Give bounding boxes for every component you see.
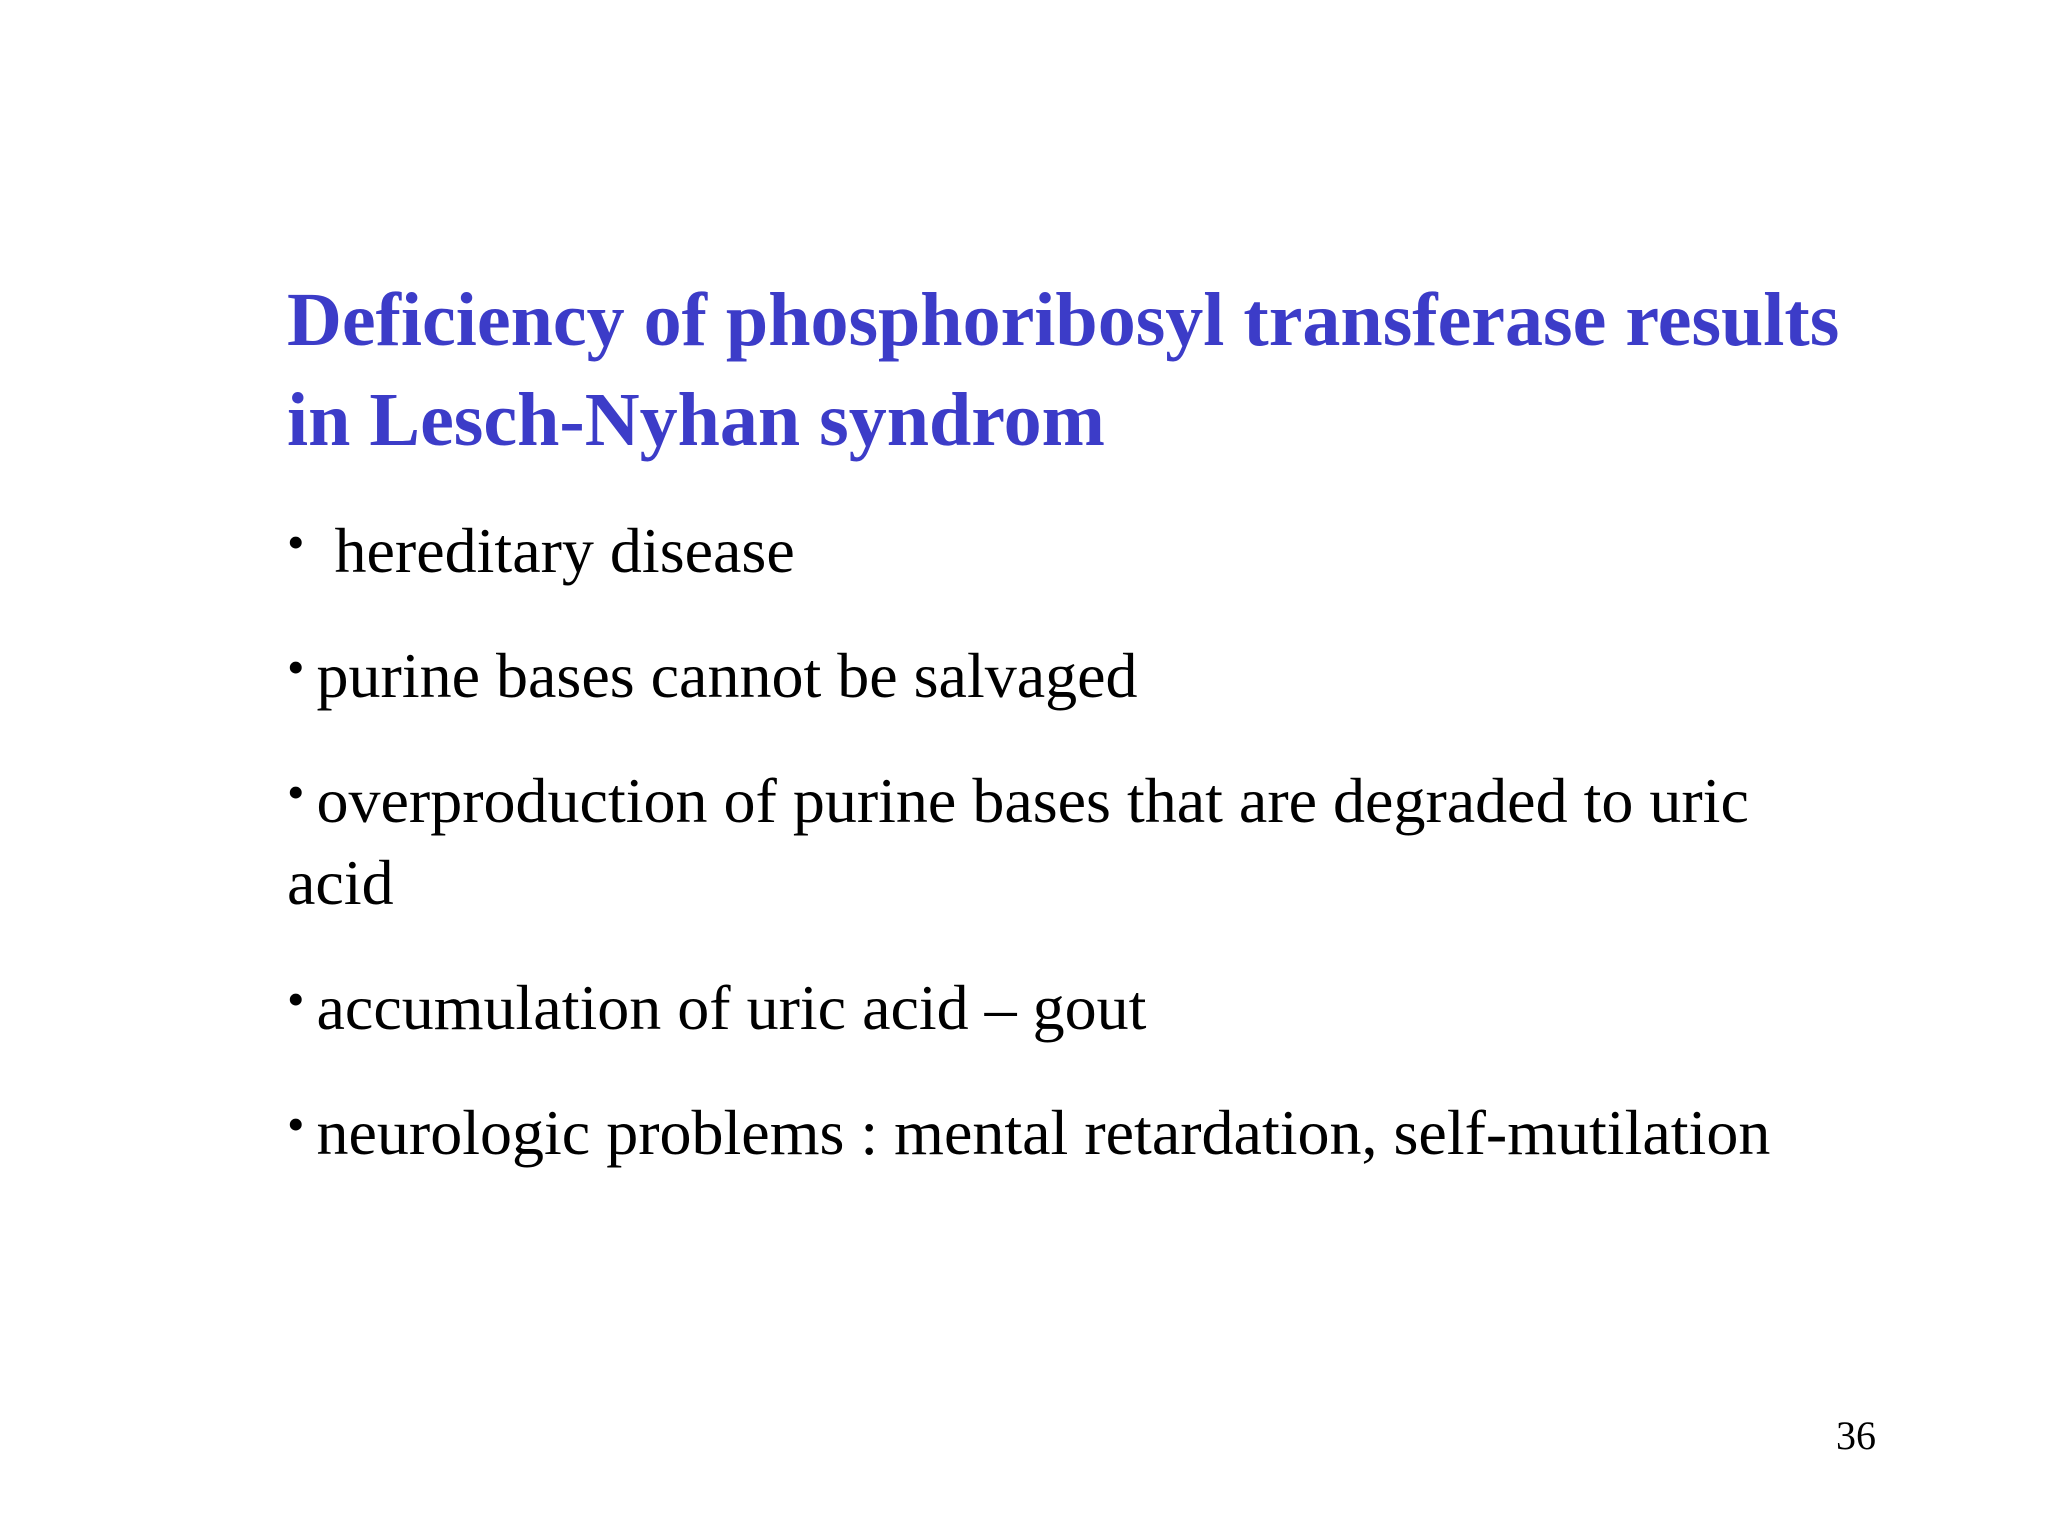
- bullet-text: hereditary disease: [334, 515, 795, 586]
- bullet-text: purine bases cannot be salvaged: [316, 640, 1138, 711]
- bullet-text: neurologic problems : mental retardation, self-mutilation: [316, 1097, 1771, 1168]
- bullet-text: accumulation of uric acid – gout: [316, 972, 1147, 1043]
- bullet-marker: •: [287, 514, 305, 570]
- bullet-item: [287, 510, 1787, 592]
- bullet-list: [287, 510, 1787, 1217]
- bullet-item: [287, 967, 1787, 1049]
- bullet-text: overproduction of purine bases that are degraded to uric acid: [287, 765, 1749, 918]
- bullet-item: [287, 635, 1787, 717]
- bullet-marker: •: [287, 764, 305, 820]
- bullet-marker: •: [287, 639, 305, 695]
- bullet-item: [287, 1092, 1787, 1174]
- bullet-item: [287, 760, 1787, 924]
- bullet-marker: •: [287, 971, 305, 1027]
- slide-title: Deficiency of phosphoribosyl transferase results in Lesch-Nyhan syndrom: [287, 278, 1840, 462]
- page-number: 36: [1836, 1413, 1876, 1458]
- bullet-marker: •: [287, 1096, 305, 1152]
